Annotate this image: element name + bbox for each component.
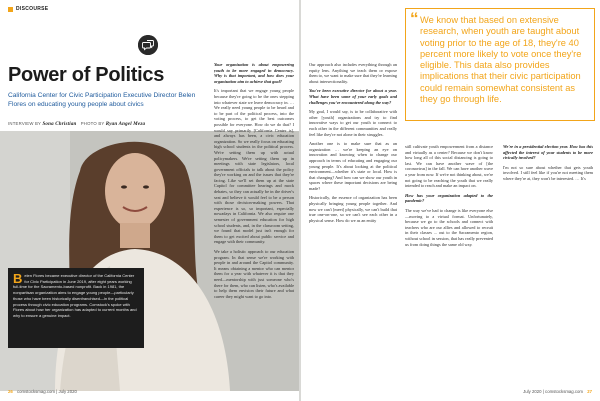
- quote-mark-icon: “: [410, 9, 419, 28]
- folio-left: 26 comstocksmag.com | July 2020: [8, 389, 77, 394]
- answer-1b: We take a holistic approach to our education program. In that sense we're working with people in and around the Capitol community. It means obtaining a mentor who can mentor them for a year with whatever it is that they need—mentorship with just someone who's there for them, who can listen, who's available to help them envision their future and what career they might want to go into.: [214, 249, 294, 299]
- question-1: Your organization is about empowering youth to be more engaged in democracy. Why is that important, and how does your organization aim to achieve that goal?: [214, 62, 294, 84]
- intro-text: elen Flores became executive director of the California Center for Civic Participation in June 2019, after eight years working full-time for the Sacramento-based nonprofit. Back in 1981, the nonpartisan organization aims to engage young people—particularly those who have been historically disenfranchised—in the political process through civic education programs. Comstock's spoke with Flores about how her organization has adapted to current months and why to ensure a genuine impact.: [13, 273, 137, 318]
- interview-column-4: [503, 144, 593, 382]
- section-marker-icon: [8, 7, 13, 12]
- right-page: [301, 0, 600, 401]
- question-4: We're in a presidential election year. How has this affected the interest of your students to be more civically involved?: [503, 144, 593, 161]
- discourse-logo-icon: [138, 35, 158, 55]
- section-tag: [8, 6, 48, 12]
- answer-6: still cultivate youth empowerment from a distance and virtually as a center? Because we don't know how long all of this social distancing is going to last. We can have another wave of [the coronavirus] in the fall. We can have another wave a year from now. If we're not thinking about, we're not going to be reaching the youth that we really intended to reach and make an impact on.: [405, 144, 493, 189]
- folio-right: July 2020 | comstocksmag.com 27: [523, 389, 592, 394]
- intro-box: [8, 268, 144, 348]
- issue-left: July 2020: [58, 389, 77, 394]
- answer-8: I'm not so sure about whether that gets youth involved. I still feel like if you're not meeting them where they're at, they won't be interested. … It's: [503, 164, 593, 181]
- page-number-left: 26: [8, 389, 13, 394]
- issue-right: July 2020: [523, 389, 542, 394]
- interview-label: INTERVIEW BY: [8, 121, 42, 126]
- section-label: DISCOURSE: [16, 6, 49, 12]
- byline: [8, 121, 145, 127]
- page-number-right: 27: [587, 389, 592, 394]
- interview-column-2: [309, 62, 397, 382]
- drop-cap: B: [13, 271, 23, 286]
- question-2: You've been executive director for about a year. What have been some of your early goals and challenges you've encountered along the way?: [309, 88, 397, 105]
- pull-quote-text: We know that based on extensive research, when youth are taught about voting prior to the age of 18, they're 40 percent more likely to vote once they're eligible. This data also provides implications that their civic participation could remain somewhat consistent as they go through life.: [420, 15, 582, 105]
- answer-4: Another one is to make sure that as an organization … we're keeping an eye on innovation and knowing when to change our approach in terms of educating and engaging our young people. It's about looking at the political environment—whether it's state or local. How is that changing? And how can we show our youth in spaces where these important decisions are being made?: [309, 141, 397, 191]
- answer-3: My goal, I would say, is to be collaborative with other [youth] organizations and try to find innovative ways to get our youth to connect to each other in the different communities and really feel like they're not alone in their struggles.: [309, 109, 397, 137]
- question-3: How has your organization adapted to the pandemic?: [405, 192, 493, 204]
- interview-column-3: [405, 144, 493, 382]
- answer-7: The way we've had to change is like everyone else—moving to a virtual format. Unfortunately, because we go to the schools and connect with teachers who are our allies and allowed to recruit in their classes ... out to the Sacramento region, without school in session, that has really prevented us from doing things the same old way.: [405, 207, 493, 247]
- photo-label: PHOTO BY: [80, 121, 105, 126]
- site-right: comstocksmag.com: [545, 389, 584, 394]
- photographer-name: Ryan Angel Meza: [105, 122, 146, 127]
- answer-2: Our approach also includes everything through an equity lens. Anything we teach them or expose them to, we want to make sure that they're learning about intersectionality.: [309, 62, 397, 84]
- headline: Power of Politics: [8, 64, 165, 86]
- site-left: comstocksmag.com: [16, 389, 55, 394]
- deck: California Center for Civic Participation Executive Director Belen Flores on educating young people about civics: [8, 92, 196, 108]
- left-page: [0, 0, 299, 401]
- interview-column-1: [214, 62, 294, 382]
- interviewer-name: Sona Christian: [42, 122, 77, 127]
- answer-1: It's important that we engage young people because they're going to be the ones stepping into whatever state we leave democracy in. … We really need young people to be heard and to be part of the political process, into the voting process, to get the best outcomes possible for everyone. How do we do that? I would say primarily [California Center is], and always has been, a civic education organization. So we really focus on educating high school students in the political process. We're setting them up with actual policymakers. We're setting them up in meetings with state legislators, local government officials to talk about the policy they're working on and the issues that they're facing. Like we'll set them up at the state Capitol for committee hearings and mock debates, so they can actually be in the driver's seat and believe it would feel to be a person with those decision-making powers. That experience is so, so important, especially nowadays in California. We also require one semester of government education for high school students, and, in the classroom setting, we found that model just isn't enough for them to get excited about public service and engage with their community.: [214, 88, 294, 245]
- answer-5: Historically, the essence of organization has been physically bringing young people together. And now we can't [meet] physically, we can't build that true one-on-one, so we can't see each other in a physical sense. How do we as an entity: [309, 195, 397, 223]
- pull-quote: [405, 8, 595, 121]
